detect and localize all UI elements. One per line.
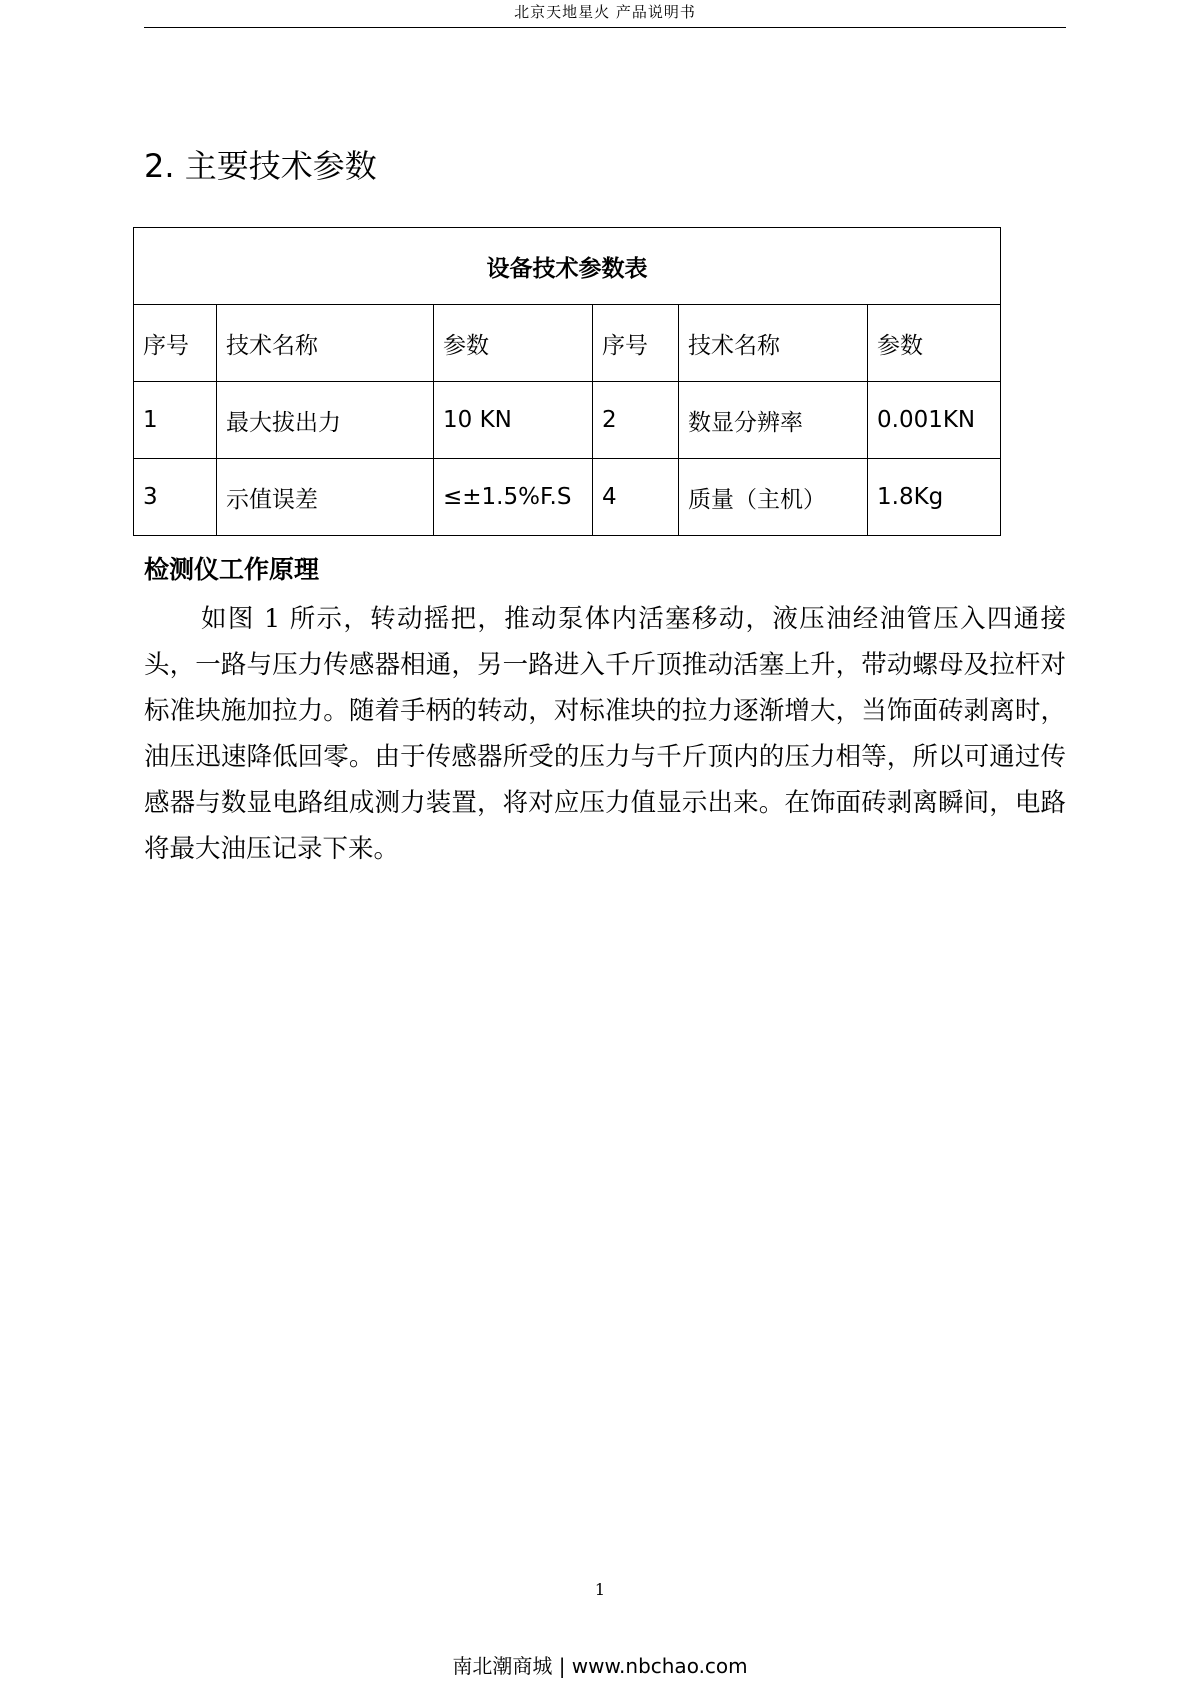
table-row — [134, 459, 1001, 536]
column-header-name: 技术名称 — [679, 305, 868, 382]
table-row — [134, 382, 1001, 459]
table-caption-row — [134, 228, 1001, 305]
table-cell: 1.8Kg — [868, 459, 1001, 536]
column-header-number: 序号 — [134, 305, 217, 382]
table-cell: 0.001KN — [868, 382, 1001, 459]
table-cell: 最大拔出力 — [217, 382, 434, 459]
column-header-parameter: 参数 — [868, 305, 1001, 382]
page-number: 1 — [594, 1580, 606, 1599]
table-cell: 4 — [593, 459, 679, 536]
section-title: 2. 主要技术参数 — [144, 147, 377, 185]
column-header-parameter: 参数 — [434, 305, 593, 382]
page-header: 北京天地星火 产品说明书 — [144, 0, 1066, 28]
technical-parameters-table — [133, 227, 1001, 536]
table-cell: 示值误差 — [217, 459, 434, 536]
principle-paragraph: 如图 1 所示，转动摇把，推动泵体内活塞移动，液压油经油管压入四通接头，一路与压力传感器相通，另一路进入千斤顶推动活塞上升，带动螺母及拉杆对标准块施加拉力。随着手柄的转动，对标准块的拉力逐渐增大，当饰面砖剥离时，油压迅速降低回零。由于传感器所受的压力与千斤顶内的压力相等，所以可通过传感器与数显电路组成测力装置，将对应压力值显示出来。在饰面砖剥离瞬间，电路将最大油压记录下来。 — [144, 604, 1066, 864]
table-header-row — [134, 305, 1001, 382]
table-cell: ≤±1.5%F.S — [434, 459, 593, 536]
principle-heading: 检测仪工作原理 — [144, 555, 320, 584]
table-cell: 1 — [134, 382, 217, 459]
table-cell: 数显分辨率 — [679, 382, 868, 459]
table-cell: 质量（主机） — [679, 459, 868, 536]
table-caption: 设备技术参数表 — [134, 228, 1001, 305]
table-cell: 10 KN — [434, 382, 593, 459]
table-cell: 2 — [593, 382, 679, 459]
column-header-number: 序号 — [593, 305, 679, 382]
site-footer: 南北潮商城 | www.nbchao.com — [452, 1654, 748, 1678]
column-header-name: 技术名称 — [217, 305, 434, 382]
table-cell: 3 — [134, 459, 217, 536]
